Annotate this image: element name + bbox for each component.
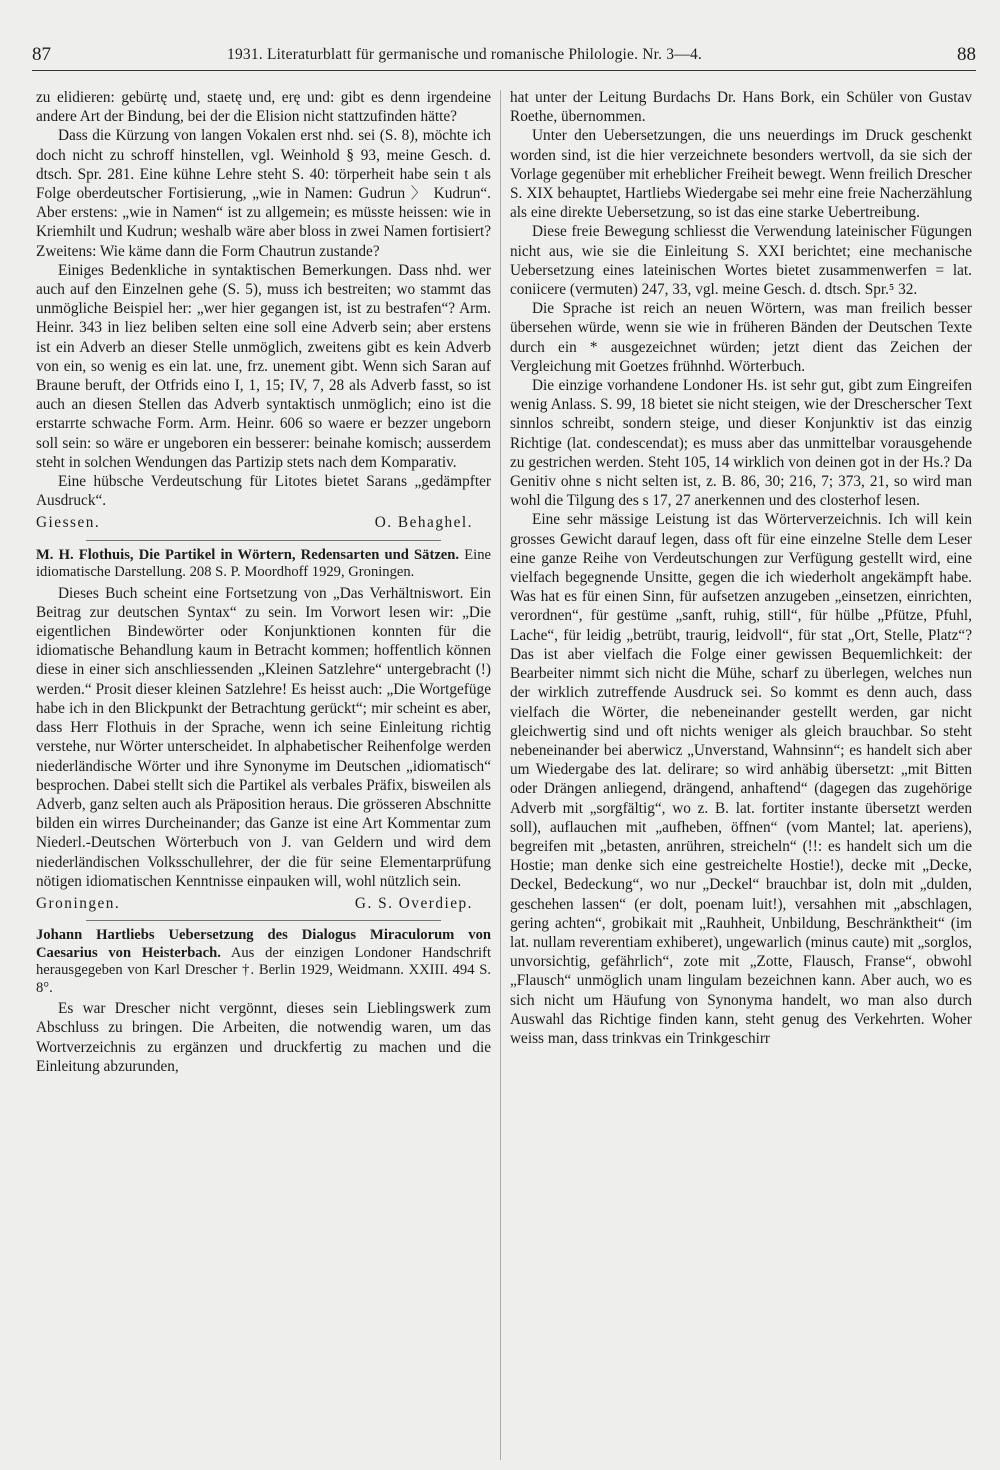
review-separator — [86, 920, 441, 921]
paragraph: zu elidieren: gebürtę und, staetę und, erę und: gibt es denn irgendeine andere Art der Bindung, bei der die Elision nicht stattzufinden hätte? — [36, 89, 491, 126]
paragraph: Es war Drescher nicht vergönnt, dieses sein Lieblingswerk zum Abschluss zu bringen. Die Arbeiten, die notwendig waren, um das Wortverzeichnis zu ergänzen und druckfertig zu machen und die Einleitung abzurunden, — [36, 1000, 491, 1075]
paragraph: Eine sehr mässige Leistung ist das Wörterverzeichnis. Ich will kein grosses Gewicht darauf legen, dass oft für eine einzelne Stelle dem Leser eine ganze Reihe von Verdeutschungen zur Verfügung gestellt wird, eine vielfach begegnende Unsitte, gegen die ich wiederholt angekämpft habe. Was hat es für einen Sinn, für aufsetzen anzugeben „einsetzen, einrichten, verordnen“, für gestüme „sanft, ruhig, still“, für hülbe „Pfütze, Pfuhl, Lache“, für leidig „betrübt, traurig, leidvoll“, für stat „Ort, Stelle, Platz“? Das ist aber vielfach die Folge einer gewissen Bequemlichkeit: der Bearbeiter nimmt sich nicht die Mühe, scharf zu überlegen, welches nun der wirklich zutreffende Ausdruck sei. So kommt es denn auch, dass vielfach die Wörter, die nebeneinander gestellt werden, gar nicht gleichwertig sind und oft nichts weniger als gleich brauchbar. So steht nebeneinander bei aberwicz „Unverstand, Wahnsinn“; es handelt sich aber um Wiedergabe des lat. delirare; so wird anhäbig übersetzt: „mit Bitten oder Drängen anliegend, drängend, anhaftend“ (dagegen das zugehörige Adverb mit „sorgfältig“, wo z. B. lat. fortiter instante übersetzt werden soll), auflauchen mit „aufheben, öffnen“ (vom Mantel; lat. aperiens), begreifen mit „betasten, anrühren, streicheln“ (!!: es handelt sich um die Hostie; man denke sich eine gestreichelte Hostie!), decke mit „Decke, Deckel, Bedeckung“, wo nur „Deckel“ brauchbar ist, doln mit „dulden, geschehen lassen“ (er dolt, poenam luit!), versahhen mit „abschlagen, gering achten“, grobikait mit „Rauhheit, Unbildung, Beschränktheit“ (im lat. nullam reverentiam exhiberet), ungewarlich (minus caute) mit „sorglos, unvorsichtig, gefährlich“, zote mit „Zotte, Flausch, Franse“, obwohl „Flausch“ unmöglich unam lingulam bezeichnen kann. Aber auch, wo es sich nicht um Häufung von Synonyma handelt, wo man also durch Auswahl das Richtige finden kann, steht genug des Verkehrten. Woher weiss man, dass trinkvas ein Trinkgeschirr — [510, 511, 972, 1047]
paragraph: Diese freie Bewegung schliesst die Verwendung lateinischer Fügungen nicht aus, wie sie die Einleitung S. XXI berichtet; eine mechanische Uebersetzung eines lateinischen Wortes bietet zusammenwerfen = lat. coniicere (vermuten) 247, 33, vgl. meine Gesch. d. dtsch. Spr.⁵ 32. — [510, 223, 972, 299]
review-separator — [86, 540, 441, 541]
paragraph: Dieses Buch scheint eine Fortsetzung von „Das Verhältniswort. Ein Beitrag zur deutschen Syntax“ zu sein. Im Vorwort lesen wir: „Die eigentlichen Bindewörter oder Konjunktionen konnten für die idiomatische Behandlung kaum in Betracht kommen; hoffentlich können diese in einer sich anschliessenden „Kleinen Satzlehre“ untergebracht (!) werden.“ Prosit dieser kleinen Satzlehre! Es heisst auch: „Die Wortgefüge habe ich in den Blickpunkt der Betrachtung gerückt“; mir scheint es aber, dass Herr Flothuis in der Sprache, wenn ich seine Einleitung richtig verstehe, nur Wörter unterscheidet. In alphabetischer Reihenfolge werden niederländische Wörter und ihre Synonyme im Deutschen „idiomatisch“ besprochen. Dabei stellt sich die Partikel als verbales Präfix, bisweilen als Adverb, ganz selten auch als Präposition heraus. Die grösseren Abschnitte bilden ein wirres Durcheinander; das Ganze ist eine Art Kommentar zum Niederl.-Deutschen Wörterbuch von J. van Geldern und wird dem niederländischen Volksschullehrer, der die für seine Elementarprüfung nötigen idiomatischen Kenntnisse einpauken will, wohl nützlich sein. — [36, 584, 491, 890]
page-number-left: 87 — [32, 44, 51, 65]
review-heading — [36, 547, 491, 582]
paragraph: Einiges Bedenkliche in syntaktischen Bemerkungen. Dass nhd. wer auch auf den Einzelnen gehe (S. 5), muss ich bestreiten; wo stammt das unmögliche Beispiel her: „wer hier gegangen ist, ist zu bestrafen“? Arm. Heinr. 343 in liez beliben selten eine soll eine Adverb sein; aber erstens ist ein Adverb an dieser Stelle unmöglich, zweitens gibt es kein Adverb von ein, so wenig es ein lat. une, frz. unement gibt. Wenn sich Saran auf Braune beruft, der Otfrids eino I, 1, 15; IV, 7, 28 als Adverb fasst, so ist auch an diesen Stellen das Adverb syntaktisch unmöglich; eino ist die erstarrte schwache Form. Arm. Heinr. 606 so waere er bezzer ungeborn soll sein: so wäre er ungeboren ein besserer: beinahe komisch; ausserdem steht in solchen Wendungen das Partizip stets nach dem Komparativ. — [36, 261, 491, 471]
header-rule — [32, 70, 976, 71]
right-column — [510, 88, 972, 1468]
signature-author: G. S. Overdiep. — [354, 894, 473, 912]
paragraph: hat unter der Leitung Burdachs Dr. Hans Bork, ein Schüler von Gustav Roethe, übernommen. — [510, 89, 972, 126]
paragraph: Dass die Kürzung von langen Vokalen erst nhd. sei (S. 8), möchte ich doch nicht zu schroff hinstellen, vgl. Weinhold § 93, meine Gesch. d. dtsch. Spr. 281. Eine kühne Lehre steht S. 40: törperheit habe sein t als Folge oberdeutscher Fortisierung, „wie in Namen: Gudrun 〉 Kudrun“. Aber erstens: „wie in Namen“ ist zu allgemein; es müsste heissen: wie in Kriemhilt und Kudrun; weshalb wäre aber bloss in zwei Namen fortisiert? Zweitens: Wie käme dann die Form Chautrun zustande? — [36, 127, 491, 260]
paragraph: Unter den Uebersetzungen, die uns neuerdings im Druck geschenkt worden sind, ist die hier verzeichnete besonders wertvoll, da sie sich der Vorlage gegenüber mit erheblicher Freiheit bewegt. Wenn freilich Drescher S. XIX behauptet, Hartliebs Wiedergabe sei mehr eine freie Nacherzählung als eine direkte Uebersetzung, so ist das eine starke Uebertreibung. — [510, 127, 972, 222]
signature-author: O. Behaghel. — [374, 514, 473, 532]
paragraph: Eine hübsche Verdeutschung für Litotes bietet Sarans „gedämpfter Ausdruck“. — [36, 473, 491, 510]
review-heading — [36, 927, 491, 997]
page-header — [32, 36, 976, 76]
review-title: M. H. Flothuis, Die Partikel in Wörtern, Redensarten und Sätzen. — [36, 546, 460, 563]
review-bibliographic-info: Eine idiomatische Darstellung. 208 S. P. Moordhoff 1929, Groningen. — [36, 546, 491, 581]
running-title: 1931. Literaturblatt für germanische und romanische Philologie. Nr. 3—4. — [227, 46, 702, 63]
signature — [36, 894, 491, 913]
signature — [36, 513, 491, 532]
paragraph: Die einzige vorhandene Londoner Hs. ist sehr gut, gibt zum Eingreifen wenig Anlass. S. 99, 18 bietet sie nicht steigen, wie der Drescherscher Text sinnlos schreibt, sondern steige, und dieser Konjunktiv ist das einzig Richtige (lat. condescendat); es muss aber das unmittelbar vorausgehende zu gestrichen werden. Steht 105, 14 wirklich von deinen got in der Hs.? Da Genitiv ohne s nicht selten ist, z. B. 86, 30; 216, 7; 373, 21, so wird man wohl die Tilgung des s 17, 27 anerkennen und des closterhof lesen. — [510, 377, 972, 510]
review-bibliographic-info: Aus der einzigen Londoner Handschrift herausgegeben von Karl Drescher †. Berlin 1929, Weidmann. XXIII. 494 S. 8°. — [36, 944, 491, 996]
review-title: Johann Hartliebs Uebersetzung des Dialogus Miraculorum von Caesarius von Heisterbach. — [36, 927, 491, 961]
paragraph: Die Sprache ist reich an neuen Wörtern, was man freilich besser übersehen würde, wenn sie wie in früheren Bänden der Deutschen Texte durch ein * ausgezeichnet würden; jetzt dient das Zeichen der Vergleichung mit Goetzes frühnhd. Wörterbuch. — [510, 300, 972, 375]
page-number-right: 88 — [957, 44, 976, 65]
signature-place: Groningen. — [36, 894, 121, 912]
column-divider — [500, 90, 501, 1460]
signature-place: Giessen. — [36, 514, 101, 532]
left-column — [36, 88, 491, 1468]
